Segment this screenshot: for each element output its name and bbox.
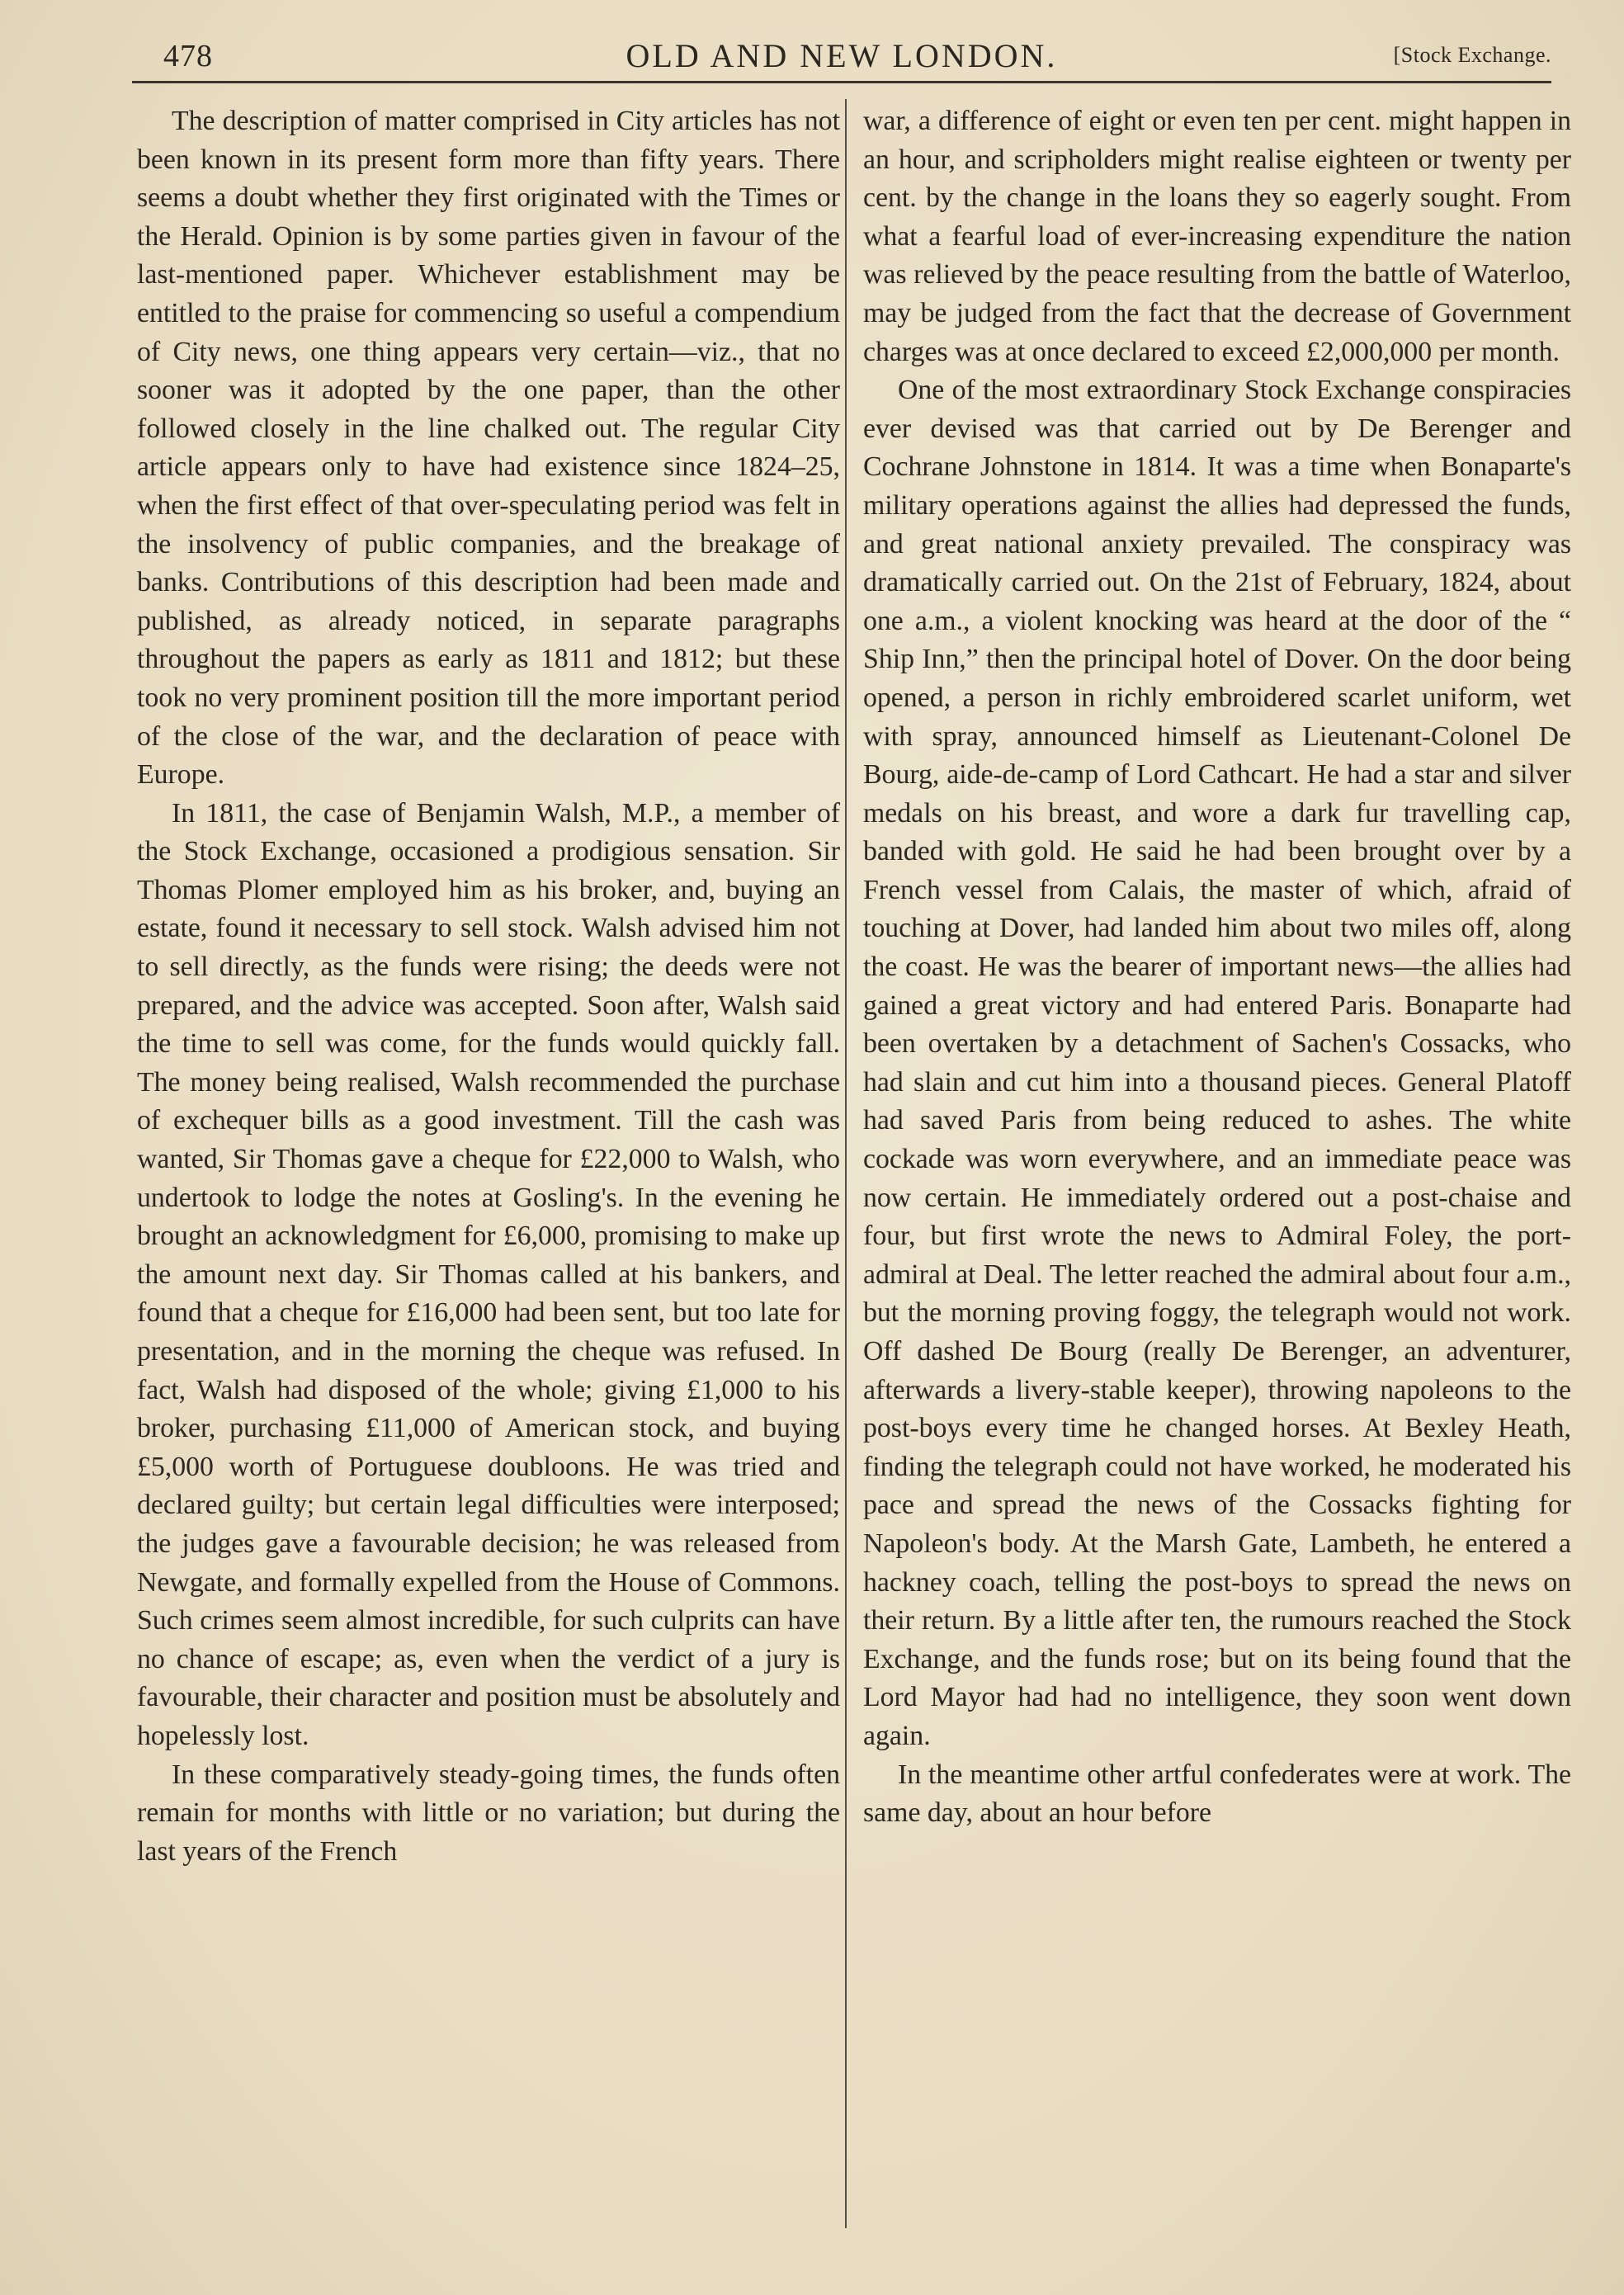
paragraph: In the meantime other artful confederates were at work. The same day, about an hour before	[863, 1759, 1571, 1829]
paragraph: One of the most extraordinary Stock Exchange conspiracies ever devised was that carried out by De Berenger and Cochrane Johnstone in 1814. It was a time when Bonaparte's military operations against the allies had depressed the funds, and great national anxiety prevailed. The conspiracy was dramatically carried out. On the 21st of February, 1824, about one a.m., a violent knocking was heard at the door of the “ Ship Inn,” then the principal hotel of Dover. On the door being opened, a person in richly embroidered scarlet uniform, wet with spray, announced himself as Lieutenant-Colonel De Bourg, aide-de-camp of Lord Cathcart. He had a star and silver medals on his breast, and wore a dark fur travelling cap, banded with gold. He said he had been brought over by a French vessel from Calais, the master of which, afraid of touching at Dover, had landed him about two miles off, along the coast. He was the bearer of important news—the allies had gained a great victory and had entered Paris. Bonaparte had been overtaken by a detachment of Sachen's Cossacks, who had slain and cut him into a thousand pieces. General Platoff had saved Paris from being reduced to ashes. The white cockade was worn everywhere, and an immediate peace was now certain. He immediately ordered out a post-chaise and four, but first wrote the news to Admiral Foley, the port-admiral at Deal. The letter reached the admiral about four a.m., but the morning proving foggy, the telegraph would not work. Off dashed De Bourg (really De Berenger, an adventurer, afterwards a livery-stable keeper), throwing napoleons to the post-boys every time he changed horses. At Bexley Heath, finding the telegraph could not have worked, he moderated his pace and spread the news of the Cossacks fighting for Napoleon's body. At the Marsh Gate, Lambeth, he entered a hackney coach, telling the post-boys to spread the news on their return. By a little after ten, the rumours reached the Stock Exchange, and the funds rose; but on its being found that the Lord Mayor had had no intelligence, they soon went down again.	[863, 375, 1571, 1751]
paragraph: In 1811, the case of Benjamin Walsh, M.P., a member of the Stock Exchange, occasioned a prodigious sensation. Sir Thomas Plomer employed him as his broker, and, buying an estate, found it necessary to sell stock. Walsh advised him not to sell directly, as the funds were rising; the deeds were not prepared, and the advice was accepted. Soon after, Walsh said the time to sell was come, for the funds would quickly fall. The money being realised, Walsh recommended the purchase of exchequer bills as a good investment. Till the cash was wanted, Sir Thomas gave a cheque for £22,000 to Walsh, who undertook to lodge the notes at Gosling's. In the evening he brought an acknowledgment for £6,000, promising to make up the amount next day. Sir Thomas called at his bankers, and found that a cheque for £16,000 had been sent, but too late for presentation, and in the morning the cheque was refused. In fact, Walsh had disposed of the whole; giving £1,000 to his broker, purchasing £11,000 of American stock, and buying £5,000 worth of Portuguese doubloons. He was tried and declared guilty; but certain legal difficulties were interposed; the judges gave a favourable decision; he was released from Newgate, and formally expelled from the House of Commons. Such crimes seem almost incredible, for such culprits can have no chance of escape; as, even when the verdict of a jury is favourable, their character and position must be absolutely and hopelessly lost.	[137, 797, 840, 1751]
running-title: OLD AND NEW LONDON.	[626, 37, 1058, 74]
right-column	[863, 102, 1571, 1833]
section-title: [Stock Exchange.	[1393, 43, 1551, 67]
paragraph: The description of matter comprised in City articles has not been known in its present form more than fifty years. There seems a doubt whether they first originated with the Times or the Herald. Opinion is by some parties given in favour of the last-mentioned paper. Whichever establishment may be entitled to the praise for commencing so useful a compendium of City news, one thing appears very certain—viz., that no sooner was it adopted by the one paper, than the other followed closely in the line chalked out. The regular City article appears only to have had existence since 1824–25, when the first effect of that over-speculating period was felt in the insolvency of public companies, and the breakage of banks. Contributions of this description had been made and published, as already noticed, in separate paragraphs throughout the papers as early as 1811 and 1812; but these took no very prominent position till the more important period of the close of the war, and the declaration of peace with Europe.	[137, 106, 840, 791]
column-divider	[845, 99, 847, 2228]
paragraph: war, a difference of eight or even ten per cent. might happen in an hour, and scripholders might realise eighteen or twenty per cent. by the change in the loans they so eagerly sought. From what a fearful load of ever-increasing expenditure the nation was relieved by the peace resulting from the battle of Waterloo, may be judged from the fact that the decrease of Government charges was at once declared to exceed £2,000,000 per month.	[863, 106, 1571, 367]
paragraph: In these comparatively steady-going times, the funds often remain for months with little or no variation; but during the last years of the French	[137, 1759, 840, 1867]
page-header	[132, 31, 1551, 83]
page-number: 478	[163, 39, 213, 73]
left-column	[137, 102, 840, 1871]
